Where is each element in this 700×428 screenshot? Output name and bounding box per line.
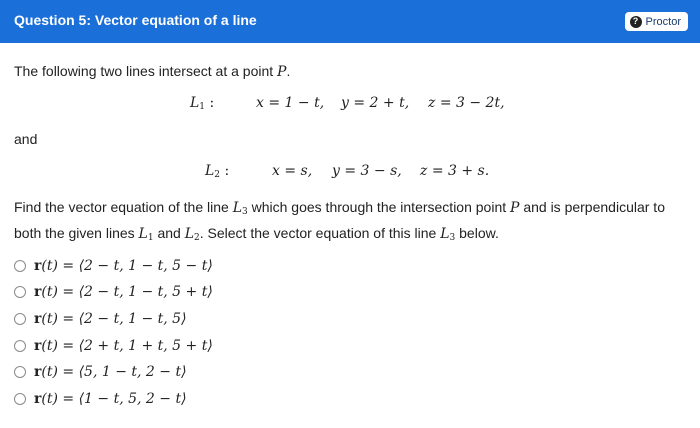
intro-after: . bbox=[286, 63, 291, 79]
and-label: and bbox=[14, 131, 38, 147]
proctor-button[interactable] bbox=[625, 12, 688, 31]
question-header bbox=[0, 0, 700, 43]
radio-button[interactable] bbox=[14, 286, 26, 298]
line2-y: y = 3 − s, bbox=[332, 163, 402, 179]
line1-y: y = 2 + t, bbox=[341, 95, 410, 111]
line1-z: z = 3 − 2t, bbox=[428, 95, 505, 111]
line1-name: $L_1$ : bbox=[190, 95, 215, 112]
answer-option-2[interactable]: r (t) = ⟨2 − t, 1 − t, 5 + t⟩ bbox=[14, 283, 213, 301]
question-text: Find the vector equation of the line $L_3$ which goes through the intersection point P and is perpendicular to both the given lines $L_1$ and $L_2$. Select the vector equation of this line $L_3$ below. bbox=[14, 199, 665, 243]
proctor-label: Proctor bbox=[645, 15, 681, 28]
radio-button[interactable] bbox=[14, 260, 26, 272]
answer-option-5[interactable]: r (t) = ⟨5, 1 − t, 2 − t⟩ bbox=[14, 363, 187, 381]
line2-equation bbox=[0, 163, 700, 183]
intro-text bbox=[14, 63, 290, 80]
answer-option-1[interactable]: r (t) = ⟨2 − t, 1 − t, 5 − t⟩ bbox=[14, 257, 213, 275]
line1-x: x = 1 − t, bbox=[256, 95, 325, 111]
line2-z: z = 3 + s. bbox=[420, 163, 490, 179]
intro-before: The following two lines intersect at a point bbox=[14, 63, 278, 79]
radio-button[interactable] bbox=[14, 340, 26, 352]
question-title: Question 5: Vector equation of a line bbox=[14, 12, 257, 28]
radio-button[interactable] bbox=[14, 313, 26, 325]
line2-x: x = s, bbox=[272, 163, 313, 179]
answer-option-3[interactable]: r (t) = ⟨2 − t, 1 − t, 5⟩ bbox=[14, 310, 187, 328]
answer-option-6[interactable]: r (t) = ⟨1 − t, 5, 2 − t⟩ bbox=[14, 390, 187, 408]
radio-button[interactable] bbox=[14, 393, 26, 405]
radio-button[interactable] bbox=[14, 366, 26, 378]
line2-name: $L_2$ : bbox=[205, 163, 230, 180]
question-circle-icon: ? bbox=[630, 16, 642, 28]
line1-equation bbox=[0, 95, 700, 115]
answer-option-4[interactable]: r (t) = ⟨2 + t, 1 + t, 5 + t⟩ bbox=[14, 337, 213, 355]
intro-point: P bbox=[277, 64, 287, 80]
